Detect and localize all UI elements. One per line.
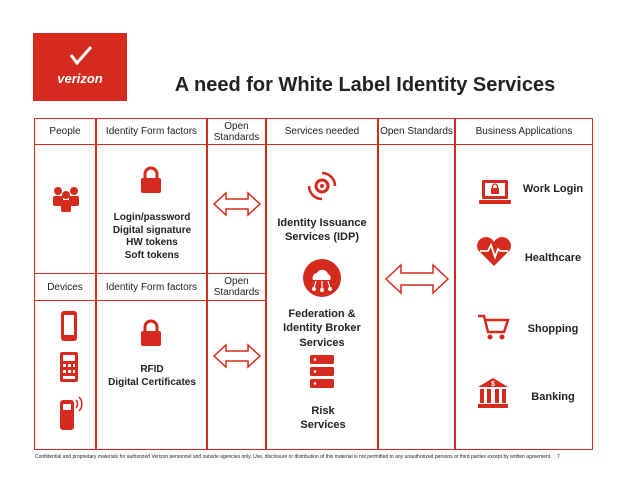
form-factor-list-bottom	[100, 364, 204, 389]
service-idp: Identity Issuance Services (IDP)	[277, 217, 367, 244]
footer-text: Confidential and proprietary materials for authorized Verizon personnel and outside agencies only. Use, disclosure or distribution of this material is not permitted to any unauthorized persons or third parties except by written agreement.	[35, 454, 552, 460]
service-risk: Risk Services	[300, 405, 346, 432]
page-title: A need for White Label Identity Services	[174, 74, 556, 96]
verizon-logo	[33, 33, 127, 101]
header-identity-form-factors-2: Identity Form factors	[96, 273, 207, 301]
business-app-shopping: Shopping	[527, 323, 579, 335]
double-arrow-icon	[384, 262, 450, 296]
form-factor-list-top	[100, 212, 204, 262]
header-open-standards-2: Open Standards	[378, 118, 455, 145]
footer-disclaimer	[35, 454, 595, 460]
lock-icon	[138, 318, 164, 348]
heart-pulse-icon	[474, 236, 514, 268]
calculator-icon	[58, 350, 80, 384]
phone-icon	[58, 309, 80, 343]
header-open-standards: Open Standards	[207, 118, 266, 145]
service-federation: Federation & Identity Broker Services	[283, 308, 361, 349]
business-app-banking: Banking	[531, 391, 575, 403]
laptop-lock-icon	[478, 178, 512, 208]
lock-icon	[138, 165, 164, 195]
cloud-network-icon	[302, 258, 342, 298]
business-app-healthcare: Healthcare	[524, 252, 582, 264]
page-number: 7	[556, 454, 560, 460]
server-icon	[308, 354, 336, 390]
double-arrow-icon	[212, 190, 262, 218]
header-identity-form-factors: Identity Form factors	[96, 118, 207, 145]
form-factor-item: Login/password	[113, 212, 191, 223]
header-open-standards-3: Open Standards	[207, 273, 266, 301]
header-business-applications: Business Applications	[455, 118, 593, 145]
header-services-needed: Services needed	[266, 118, 378, 145]
svg-text:$: $	[491, 381, 495, 388]
form-factor-item: HW tokens	[126, 237, 178, 248]
rfid-reader-icon	[54, 392, 84, 434]
double-arrow-icon	[212, 342, 262, 370]
header-people: People	[34, 118, 96, 145]
form-factor-item: RFID	[140, 364, 164, 375]
shopping-cart-icon	[476, 312, 510, 342]
form-factor-item: Digital Certificates	[108, 376, 196, 388]
form-factor-item: Soft tokens	[124, 249, 180, 261]
business-app-work-login: Work Login	[522, 183, 584, 195]
sync-gear-icon	[306, 170, 338, 202]
form-factor-item: Digital signature	[112, 224, 192, 236]
people-icon	[50, 182, 82, 214]
bank-icon	[476, 376, 510, 410]
logo-text: verizon	[57, 71, 103, 86]
header-devices: Devices	[34, 273, 96, 301]
